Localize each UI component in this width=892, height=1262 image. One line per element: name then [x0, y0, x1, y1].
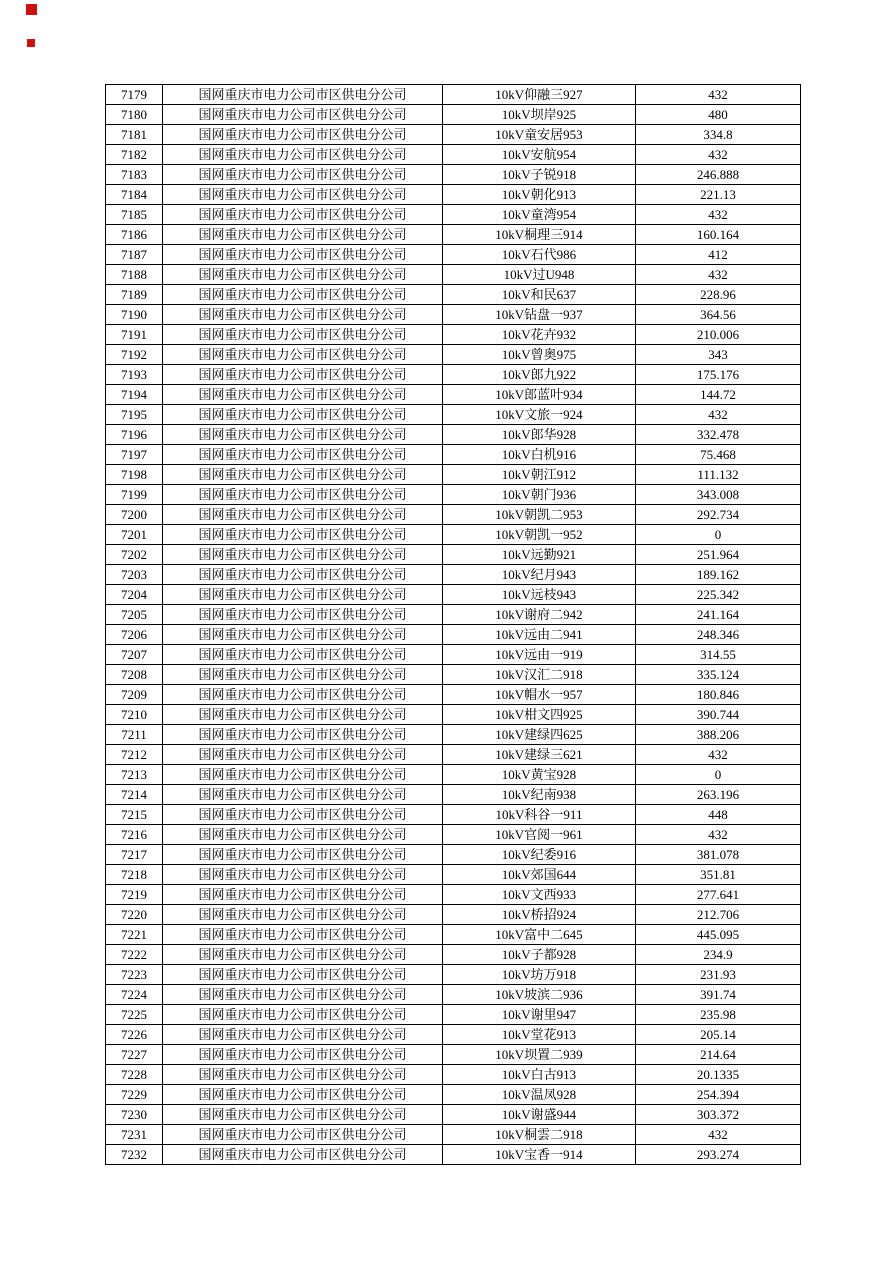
table-row — [106, 725, 801, 745]
line-name-cell: 10kV朝凯二953 — [443, 505, 636, 525]
energy-value-cell: 0 — [636, 525, 801, 545]
row-number-cell: 7226 — [106, 1025, 163, 1045]
line-name-cell: 10kV远枝943 — [443, 585, 636, 605]
row-number-cell: 7188 — [106, 265, 163, 285]
energy-value-cell: 254.394 — [636, 1085, 801, 1105]
line-name-cell: 10kV文旅一924 — [443, 405, 636, 425]
energy-value-cell: 343.008 — [636, 485, 801, 505]
energy-value-cell: 189.162 — [636, 565, 801, 585]
row-number-cell: 7189 — [106, 285, 163, 305]
line-name-cell: 10kV桐理三914 — [443, 225, 636, 245]
row-number-cell: 7203 — [106, 565, 163, 585]
row-number-cell: 7181 — [106, 125, 163, 145]
energy-value-cell: 351.81 — [636, 865, 801, 885]
table-row — [106, 285, 801, 305]
energy-value-cell: 246.888 — [636, 165, 801, 185]
energy-value-cell: 293.274 — [636, 1145, 801, 1165]
row-number-cell: 7221 — [106, 925, 163, 945]
row-number-cell: 7192 — [106, 345, 163, 365]
table-row — [106, 205, 801, 225]
table-row — [106, 245, 801, 265]
energy-value-cell: 364.56 — [636, 305, 801, 325]
energy-value-cell: 210.006 — [636, 325, 801, 345]
company-name-cell: 国网重庆市电力公司市区供电分公司 — [163, 445, 443, 465]
company-name-cell: 国网重庆市电力公司市区供电分公司 — [163, 525, 443, 545]
energy-value-cell: 480 — [636, 105, 801, 125]
line-name-cell: 10kV郎蓝叶934 — [443, 385, 636, 405]
energy-value-cell: 248.346 — [636, 625, 801, 645]
table-row — [106, 705, 801, 725]
row-number-cell: 7194 — [106, 385, 163, 405]
table-row — [106, 985, 801, 1005]
table-row — [106, 845, 801, 865]
line-name-cell: 10kV曾奥975 — [443, 345, 636, 365]
table-row — [106, 925, 801, 945]
row-number-cell: 7217 — [106, 845, 163, 865]
line-name-cell: 10kV石代986 — [443, 245, 636, 265]
row-number-cell: 7186 — [106, 225, 163, 245]
energy-value-cell: 234.9 — [636, 945, 801, 965]
energy-value-cell: 448 — [636, 805, 801, 825]
row-number-cell: 7215 — [106, 805, 163, 825]
table-row — [106, 525, 801, 545]
line-name-cell: 10kV和民637 — [443, 285, 636, 305]
row-number-cell: 7207 — [106, 645, 163, 665]
company-name-cell: 国网重庆市电力公司市区供电分公司 — [163, 565, 443, 585]
power-line-table — [105, 84, 801, 1165]
company-name-cell: 国网重庆市电力公司市区供电分公司 — [163, 865, 443, 885]
energy-value-cell: 390.744 — [636, 705, 801, 725]
company-name-cell: 国网重庆市电力公司市区供电分公司 — [163, 605, 443, 625]
table-row — [106, 765, 801, 785]
company-name-cell: 国网重庆市电力公司市区供电分公司 — [163, 285, 443, 305]
table-row — [106, 1045, 801, 1065]
table-row — [106, 165, 801, 185]
company-name-cell: 国网重庆市电力公司市区供电分公司 — [163, 625, 443, 645]
energy-value-cell: 144.72 — [636, 385, 801, 405]
energy-value-cell: 214.64 — [636, 1045, 801, 1065]
energy-value-cell: 241.164 — [636, 605, 801, 625]
energy-value-cell: 75.468 — [636, 445, 801, 465]
energy-value-cell: 180.846 — [636, 685, 801, 705]
energy-value-cell: 175.176 — [636, 365, 801, 385]
table-row — [106, 825, 801, 845]
company-name-cell: 国网重庆市电力公司市区供电分公司 — [163, 905, 443, 925]
line-name-cell: 10kV文西933 — [443, 885, 636, 905]
line-name-cell: 10kV纪委916 — [443, 845, 636, 865]
line-name-cell: 10kV远勤921 — [443, 545, 636, 565]
row-number-cell: 7208 — [106, 665, 163, 685]
line-name-cell: 10kV过U948 — [443, 265, 636, 285]
company-name-cell: 国网重庆市电力公司市区供电分公司 — [163, 1125, 443, 1145]
row-number-cell: 7224 — [106, 985, 163, 1005]
row-number-cell: 7220 — [106, 905, 163, 925]
row-number-cell: 7210 — [106, 705, 163, 725]
energy-value-cell: 314.55 — [636, 645, 801, 665]
table-row — [106, 305, 801, 325]
table-row — [106, 125, 801, 145]
energy-value-cell: 432 — [636, 145, 801, 165]
row-number-cell: 7213 — [106, 765, 163, 785]
row-number-cell: 7202 — [106, 545, 163, 565]
table-row — [106, 745, 801, 765]
row-number-cell: 7211 — [106, 725, 163, 745]
energy-value-cell: 225.342 — [636, 585, 801, 605]
row-number-cell: 7231 — [106, 1125, 163, 1145]
table-row — [106, 145, 801, 165]
line-name-cell: 10kV官阅一961 — [443, 825, 636, 845]
line-name-cell: 10kV白古913 — [443, 1065, 636, 1085]
line-name-cell: 10kV朝门936 — [443, 485, 636, 505]
table-row — [106, 105, 801, 125]
company-name-cell: 国网重庆市电力公司市区供电分公司 — [163, 485, 443, 505]
row-number-cell: 7180 — [106, 105, 163, 125]
energy-value-cell: 292.734 — [636, 505, 801, 525]
table-row — [106, 185, 801, 205]
table-row — [106, 225, 801, 245]
energy-value-cell: 381.078 — [636, 845, 801, 865]
energy-value-cell: 20.1335 — [636, 1065, 801, 1085]
table-row — [106, 785, 801, 805]
line-name-cell: 10kV黄宝928 — [443, 765, 636, 785]
company-name-cell: 国网重庆市电力公司市区供电分公司 — [163, 1045, 443, 1065]
line-name-cell: 10kV仰融三927 — [443, 85, 636, 105]
table-row — [106, 605, 801, 625]
company-name-cell: 国网重庆市电力公司市区供电分公司 — [163, 885, 443, 905]
company-name-cell: 国网重庆市电力公司市区供电分公司 — [163, 705, 443, 725]
row-number-cell: 7209 — [106, 685, 163, 705]
line-name-cell: 10kV坝置二939 — [443, 1045, 636, 1065]
line-name-cell: 10kV坡滨二936 — [443, 985, 636, 1005]
line-name-cell: 10kV纪南938 — [443, 785, 636, 805]
line-name-cell: 10kV桐雲二918 — [443, 1125, 636, 1145]
row-number-cell: 7198 — [106, 465, 163, 485]
energy-value-cell: 277.641 — [636, 885, 801, 905]
row-number-cell: 7225 — [106, 1005, 163, 1025]
energy-value-cell: 221.13 — [636, 185, 801, 205]
table-row — [106, 585, 801, 605]
row-number-cell: 7200 — [106, 505, 163, 525]
energy-value-cell: 334.8 — [636, 125, 801, 145]
company-name-cell: 国网重庆市电力公司市区供电分公司 — [163, 645, 443, 665]
table-row — [106, 1125, 801, 1145]
row-number-cell: 7184 — [106, 185, 163, 205]
row-number-cell: 7199 — [106, 485, 163, 505]
table-body — [106, 85, 801, 1165]
company-name-cell: 国网重庆市电力公司市区供电分公司 — [163, 265, 443, 285]
company-name-cell: 国网重庆市电力公司市区供电分公司 — [163, 305, 443, 325]
line-name-cell: 10kV安航954 — [443, 145, 636, 165]
company-name-cell: 国网重庆市电力公司市区供电分公司 — [163, 1105, 443, 1125]
table-row — [106, 365, 801, 385]
line-name-cell: 10kV科谷一911 — [443, 805, 636, 825]
energy-value-cell: 231.93 — [636, 965, 801, 985]
table-row — [106, 905, 801, 925]
company-name-cell: 国网重庆市电力公司市区供电分公司 — [163, 725, 443, 745]
company-name-cell: 国网重庆市电力公司市区供电分公司 — [163, 85, 443, 105]
row-number-cell: 7195 — [106, 405, 163, 425]
line-name-cell: 10kV钻盘一937 — [443, 305, 636, 325]
company-name-cell: 国网重庆市电力公司市区供电分公司 — [163, 1065, 443, 1085]
energy-value-cell: 235.98 — [636, 1005, 801, 1025]
row-number-cell: 7229 — [106, 1085, 163, 1105]
row-number-cell: 7191 — [106, 325, 163, 345]
row-number-cell: 7219 — [106, 885, 163, 905]
company-name-cell: 国网重庆市电力公司市区供电分公司 — [163, 1005, 443, 1025]
table-row — [106, 385, 801, 405]
table-row — [106, 945, 801, 965]
line-name-cell: 10kV柑文四925 — [443, 705, 636, 725]
company-name-cell: 国网重庆市电力公司市区供电分公司 — [163, 965, 443, 985]
line-name-cell: 10kV宝香一914 — [443, 1145, 636, 1165]
company-name-cell: 国网重庆市电力公司市区供电分公司 — [163, 845, 443, 865]
line-name-cell: 10kV汉汇二918 — [443, 665, 636, 685]
row-number-cell: 7227 — [106, 1045, 163, 1065]
energy-value-cell: 335.124 — [636, 665, 801, 685]
line-name-cell: 10kV富中二645 — [443, 925, 636, 945]
line-name-cell: 10kV子都928 — [443, 945, 636, 965]
table-row — [106, 1005, 801, 1025]
company-name-cell: 国网重庆市电力公司市区供电分公司 — [163, 205, 443, 225]
company-name-cell: 国网重庆市电力公司市区供电分公司 — [163, 325, 443, 345]
line-name-cell: 10kV坝岸925 — [443, 105, 636, 125]
company-name-cell: 国网重庆市电力公司市区供电分公司 — [163, 805, 443, 825]
table-row — [106, 425, 801, 445]
row-number-cell: 7222 — [106, 945, 163, 965]
row-number-cell: 7201 — [106, 525, 163, 545]
company-name-cell: 国网重庆市电力公司市区供电分公司 — [163, 105, 443, 125]
company-name-cell: 国网重庆市电力公司市区供电分公司 — [163, 365, 443, 385]
table-row — [106, 545, 801, 565]
table-row — [106, 685, 801, 705]
table-row — [106, 625, 801, 645]
row-number-cell: 7183 — [106, 165, 163, 185]
company-name-cell: 国网重庆市电力公司市区供电分公司 — [163, 465, 443, 485]
line-name-cell: 10kV远由一919 — [443, 645, 636, 665]
energy-value-cell: 212.706 — [636, 905, 801, 925]
table-row — [106, 805, 801, 825]
row-number-cell: 7187 — [106, 245, 163, 265]
company-name-cell: 国网重庆市电力公司市区供电分公司 — [163, 505, 443, 525]
company-name-cell: 国网重庆市电力公司市区供电分公司 — [163, 745, 443, 765]
company-name-cell: 国网重庆市电力公司市区供电分公司 — [163, 1025, 443, 1045]
line-name-cell: 10kV远由二941 — [443, 625, 636, 645]
company-name-cell: 国网重庆市电力公司市区供电分公司 — [163, 785, 443, 805]
line-name-cell: 10kV温凤928 — [443, 1085, 636, 1105]
company-name-cell: 国网重庆市电力公司市区供电分公司 — [163, 945, 443, 965]
energy-value-cell: 228.96 — [636, 285, 801, 305]
company-name-cell: 国网重庆市电力公司市区供电分公司 — [163, 425, 443, 445]
line-name-cell: 10kV帽水一957 — [443, 685, 636, 705]
energy-value-cell: 445.095 — [636, 925, 801, 945]
row-number-cell: 7197 — [106, 445, 163, 465]
line-name-cell: 10kV子锐918 — [443, 165, 636, 185]
table-row — [106, 965, 801, 985]
row-number-cell: 7230 — [106, 1105, 163, 1125]
table-row — [106, 565, 801, 585]
table-row — [106, 405, 801, 425]
table-row — [106, 85, 801, 105]
line-name-cell: 10kV郎华928 — [443, 425, 636, 445]
company-name-cell: 国网重庆市电力公司市区供电分公司 — [163, 165, 443, 185]
energy-value-cell: 0 — [636, 765, 801, 785]
energy-value-cell: 432 — [636, 265, 801, 285]
row-number-cell: 7179 — [106, 85, 163, 105]
table-row — [106, 485, 801, 505]
company-name-cell: 国网重庆市电力公司市区供电分公司 — [163, 665, 443, 685]
company-name-cell: 国网重庆市电力公司市区供电分公司 — [163, 1145, 443, 1165]
line-name-cell: 10kV朝凯一952 — [443, 525, 636, 545]
line-name-cell: 10kV纪月943 — [443, 565, 636, 585]
energy-value-cell: 391.74 — [636, 985, 801, 1005]
energy-value-cell: 432 — [636, 745, 801, 765]
company-name-cell: 国网重庆市电力公司市区供电分公司 — [163, 345, 443, 365]
row-number-cell: 7190 — [106, 305, 163, 325]
table-row — [106, 1085, 801, 1105]
energy-value-cell: 388.206 — [636, 725, 801, 745]
line-name-cell: 10kV朝江912 — [443, 465, 636, 485]
company-name-cell: 国网重庆市电力公司市区供电分公司 — [163, 765, 443, 785]
line-name-cell: 10kV郊国644 — [443, 865, 636, 885]
company-name-cell: 国网重庆市电力公司市区供电分公司 — [163, 185, 443, 205]
line-name-cell: 10kV花卉932 — [443, 325, 636, 345]
row-number-cell: 7185 — [106, 205, 163, 225]
energy-value-cell: 343 — [636, 345, 801, 365]
row-number-cell: 7182 — [106, 145, 163, 165]
company-name-cell: 国网重庆市电力公司市区供电分公司 — [163, 1085, 443, 1105]
row-number-cell: 7223 — [106, 965, 163, 985]
company-name-cell: 国网重庆市电力公司市区供电分公司 — [163, 145, 443, 165]
line-name-cell: 10kV谢里947 — [443, 1005, 636, 1025]
row-number-cell: 7204 — [106, 585, 163, 605]
energy-value-cell: 432 — [636, 205, 801, 225]
energy-value-cell: 432 — [636, 1125, 801, 1145]
table-row — [106, 505, 801, 525]
company-name-cell: 国网重庆市电力公司市区供电分公司 — [163, 585, 443, 605]
line-name-cell: 10kV白机916 — [443, 445, 636, 465]
energy-value-cell: 251.964 — [636, 545, 801, 565]
row-number-cell: 7216 — [106, 825, 163, 845]
energy-value-cell: 432 — [636, 405, 801, 425]
line-name-cell: 10kV建绿三621 — [443, 745, 636, 765]
company-name-cell: 国网重庆市电力公司市区供电分公司 — [163, 685, 443, 705]
table-row — [106, 1065, 801, 1085]
energy-value-cell: 160.164 — [636, 225, 801, 245]
energy-value-cell: 205.14 — [636, 1025, 801, 1045]
table-row — [106, 465, 801, 485]
energy-value-cell: 432 — [636, 85, 801, 105]
red-marker-icon — [27, 39, 35, 47]
table-row — [106, 1105, 801, 1125]
line-name-cell: 10kV堂花913 — [443, 1025, 636, 1045]
company-name-cell: 国网重庆市电力公司市区供电分公司 — [163, 125, 443, 145]
energy-value-cell: 432 — [636, 825, 801, 845]
row-number-cell: 7193 — [106, 365, 163, 385]
table-row — [106, 665, 801, 685]
table-row — [106, 865, 801, 885]
line-name-cell: 10kV童安居953 — [443, 125, 636, 145]
row-number-cell: 7196 — [106, 425, 163, 445]
company-name-cell: 国网重庆市电力公司市区供电分公司 — [163, 825, 443, 845]
energy-value-cell: 303.372 — [636, 1105, 801, 1125]
line-name-cell: 10kV童湾954 — [443, 205, 636, 225]
line-name-cell: 10kV坊万918 — [443, 965, 636, 985]
energy-value-cell: 263.196 — [636, 785, 801, 805]
table-row — [106, 885, 801, 905]
row-number-cell: 7214 — [106, 785, 163, 805]
line-name-cell: 10kV谢府二942 — [443, 605, 636, 625]
line-name-cell: 10kV桥招924 — [443, 905, 636, 925]
table-row — [106, 325, 801, 345]
red-marker-icon — [26, 4, 37, 15]
row-number-cell: 7232 — [106, 1145, 163, 1165]
company-name-cell: 国网重庆市电力公司市区供电分公司 — [163, 405, 443, 425]
line-name-cell: 10kV谢盛944 — [443, 1105, 636, 1125]
company-name-cell: 国网重庆市电力公司市区供电分公司 — [163, 985, 443, 1005]
company-name-cell: 国网重庆市电力公司市区供电分公司 — [163, 245, 443, 265]
line-name-cell: 10kV建绿四625 — [443, 725, 636, 745]
energy-value-cell: 332.478 — [636, 425, 801, 445]
company-name-cell: 国网重庆市电力公司市区供电分公司 — [163, 385, 443, 405]
table-row — [106, 1025, 801, 1045]
company-name-cell: 国网重庆市电力公司市区供电分公司 — [163, 925, 443, 945]
table-row — [106, 445, 801, 465]
company-name-cell: 国网重庆市电力公司市区供电分公司 — [163, 225, 443, 245]
table-row — [106, 645, 801, 665]
table-row — [106, 265, 801, 285]
line-name-cell: 10kV郎九922 — [443, 365, 636, 385]
row-number-cell: 7212 — [106, 745, 163, 765]
row-number-cell: 7206 — [106, 625, 163, 645]
table-row — [106, 345, 801, 365]
company-name-cell: 国网重庆市电力公司市区供电分公司 — [163, 545, 443, 565]
row-number-cell: 7218 — [106, 865, 163, 885]
row-number-cell: 7228 — [106, 1065, 163, 1085]
row-number-cell: 7205 — [106, 605, 163, 625]
energy-value-cell: 111.132 — [636, 465, 801, 485]
energy-value-cell: 412 — [636, 245, 801, 265]
table-row — [106, 1145, 801, 1165]
line-name-cell: 10kV朝化913 — [443, 185, 636, 205]
